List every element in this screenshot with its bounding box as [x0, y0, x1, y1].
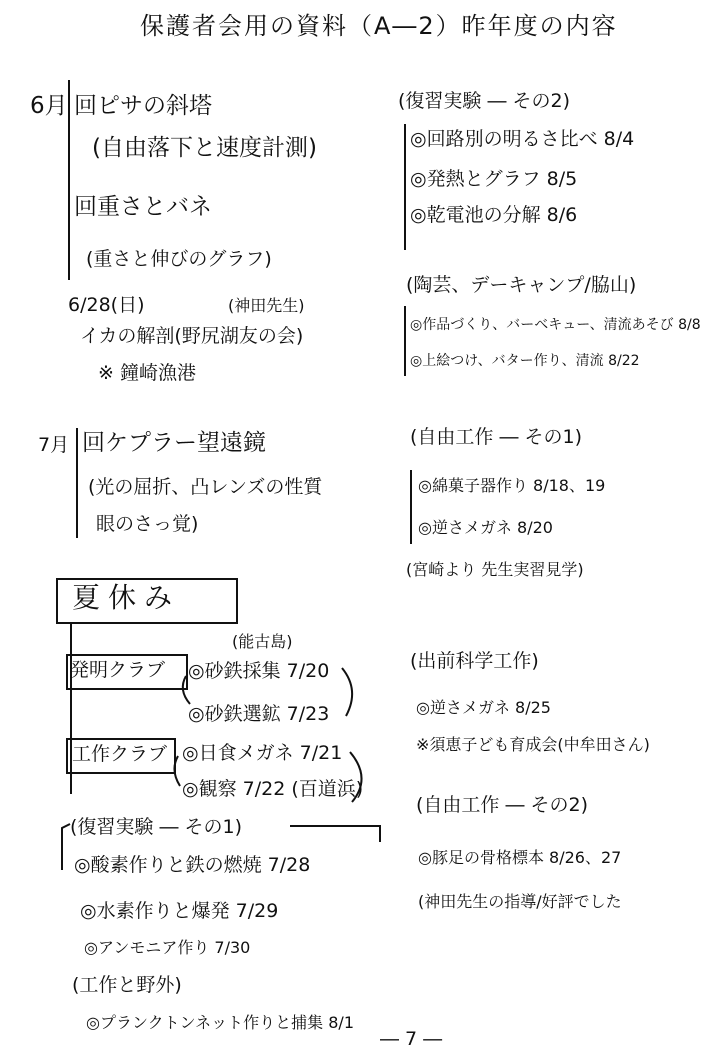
pottery-item1: ◎作品づくり、バーベキュー、清流あそび 8/8	[410, 317, 701, 333]
invention-club-label: 発明クラブ	[70, 659, 166, 681]
june-teacher-note: (神田先生)	[228, 296, 305, 315]
june-location-note: ※ 鐘崎漁港	[98, 362, 196, 384]
page-number: ― 7 ―	[380, 1028, 443, 1050]
review2-item2: ◎発熱とグラフ 8/5	[410, 168, 578, 190]
pottery-item2: ◎上絵つけ、バター作り、清流 8/22	[410, 353, 640, 369]
review2-title: (復習実験 ― その2)	[398, 90, 570, 112]
july-item1: 回ケプラー望遠鏡	[82, 430, 266, 456]
june-item1: 回ピサの斜塔	[74, 93, 212, 119]
field-item1: ◎プランクトンネット作りと捕集 8/1	[86, 1013, 354, 1032]
invention-item1: ◎砂鉄採集 7/20	[188, 660, 330, 682]
craft-item1: ◎日食メガネ 7/21	[182, 742, 343, 764]
delivery-item1: ◎逆さメガネ 8/25	[416, 698, 551, 717]
delivery-note: ※須恵子ども育成会(中牟田さん)	[416, 735, 650, 754]
free-craft2-title: (自由工作 ― その2)	[416, 794, 588, 816]
july-item1-detail2: 眼のさっ覚)	[96, 513, 199, 535]
june-item2: 回重さとバネ	[74, 194, 212, 220]
june-item1-detail: (自由落下と速度計測)	[92, 135, 317, 161]
invention-item2: ◎砂鉄選鉱 7/23	[188, 703, 330, 725]
delivery-title: (出前科学工作)	[410, 650, 539, 672]
month-june: 6月	[30, 93, 68, 119]
free-craft1-title: (自由工作 ― その1)	[410, 426, 582, 448]
june-squid-dissection: イカの解剖(野尻湖友の会)	[80, 325, 304, 347]
page-title: 保護者会用の資料（A―2）昨年度の内容	[140, 12, 618, 40]
free-craft2-note: (神田先生の指導/好評でした	[418, 892, 622, 911]
june-date: 6/28(日)	[68, 294, 145, 316]
invention-club-place: (能古島)	[232, 632, 293, 651]
month-july: 7月	[38, 434, 70, 456]
field-title: (工作と野外)	[72, 974, 182, 996]
free-craft1-item2: ◎逆さメガネ 8/20	[418, 518, 553, 537]
june-item2-detail: (重さと伸びのグラフ)	[86, 248, 272, 270]
pottery-title: (陶芸、デーキャンプ/脇山)	[406, 274, 637, 296]
review2-item3: ◎乾電池の分解 8/6	[410, 204, 578, 226]
free-craft1-bracket-line	[410, 470, 412, 544]
review1-item3: ◎アンモニア作り 7/30	[84, 938, 251, 957]
free-craft1-note: (宮崎より 先生実習見学)	[406, 560, 584, 579]
review1-title: (復習実験 ― その1)	[70, 816, 242, 838]
craft-item2: ◎観察 7/22 (百道浜)	[182, 778, 364, 800]
pottery-bracket-line	[404, 306, 406, 376]
free-craft2-item1: ◎豚足の骨格標本 8/26、27	[418, 848, 622, 867]
july-item1-detail: (光の屈折、凸レンズの性質	[88, 476, 323, 498]
review2-bracket-line	[404, 124, 406, 250]
review2-item1: ◎回路別の明るさ比べ 8/4	[410, 128, 635, 150]
free-craft1-item1: ◎綿菓子器作り 8/18、19	[418, 476, 606, 495]
summer-vacation-label: 夏休み	[72, 581, 181, 614]
review1-item1: ◎酸素作りと鉄の燃焼 7/28	[74, 854, 311, 876]
craft-club-label: 工作クラブ	[72, 743, 168, 765]
review1-item2: ◎水素作りと爆発 7/29	[80, 900, 279, 922]
